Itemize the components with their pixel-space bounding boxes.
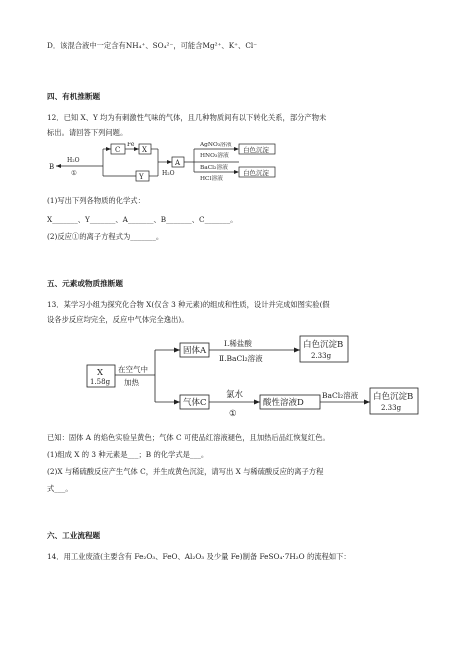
diagram-h2o-left: H₂O: [67, 157, 80, 164]
diagram-c: C: [115, 146, 121, 154]
exp-ppt-bottom-mass: 2.33g: [381, 404, 402, 412]
q13-stem-line1: 13．某学习小组为探究化合物 X(仅含 3 种元素)的组成和性质，设计并完成如图实验(假: [47, 300, 330, 309]
q12-sub1: (1)写出下列各物质的化学式：: [47, 196, 145, 205]
diagram-white-ppt-1: 白色沉淀: [243, 146, 269, 154]
section-4-heading: 四、有机推断题: [47, 92, 101, 101]
section-6-heading: 六、工业流程题: [47, 531, 101, 540]
diagram-b: B: [49, 163, 55, 171]
q13-sub1: (1)组成 X 的 3 种元素是___；B 的化学式是___。: [47, 450, 209, 459]
q12-sub2: (2)反应①的离子方程式为_______。: [47, 232, 164, 241]
exp-chlorine-water: 氯水: [226, 390, 244, 400]
diagram-x: X: [142, 146, 147, 154]
diagram-y: Y: [139, 173, 144, 181]
exp-solid-a: 固体A: [183, 346, 207, 356]
exp-step-i: Ⅰ.稀盐酸: [224, 339, 252, 348]
q13-experiment-diagram: [0, 330, 474, 426]
q13-sub2-line1: (2)X 与稀硫酸反应产生气体 C，并生成黄色沉淀，请写出 X 与稀硫酸反应的离子方程: [47, 467, 324, 476]
q12-stem-line1: 12．已知 X、Y 均为有刺激性气味的气体，且几种物质间有以下转化关系，部分产物未: [47, 113, 327, 122]
exp-acid-d: 酸性溶液D: [263, 398, 304, 408]
option-d: D．该混合液中一定含有NH₄⁺、SO₄²⁻，可能含Mg²⁺、K⁺、Cl⁻: [47, 41, 258, 50]
diagram-bacl2: BaCl₂溶液: [200, 165, 228, 171]
exp-heat-line2: 加热: [124, 378, 139, 387]
exp-x-mass: 1.58g: [90, 378, 111, 386]
q13-sub2-line2: 式___。: [47, 484, 73, 493]
q13-stem-line2: 设各步反应均完全，反应中气体完全逸出)。: [47, 315, 189, 324]
q12-blanks: X_______、Y_______、A_______、B_______、C_______。: [47, 215, 238, 224]
q12-stem-line2: 标出。请回答下列问题。: [47, 128, 128, 137]
exp-ppt-top: 白色沉淀B: [303, 340, 344, 350]
diagram-agno3: AgNO₃溶液: [200, 142, 232, 148]
q12-conversion-diagram: [0, 142, 474, 192]
exp-ppt-top-mass: 2.33g: [311, 352, 332, 360]
exp-x-label: X: [97, 368, 104, 378]
diagram-circle-1: ①: [71, 169, 77, 177]
exp-heat-line1: 在空气中: [118, 365, 148, 374]
exp-gas-c: 气体C: [183, 398, 207, 408]
diagram-white-ppt-2: 白色沉淀: [243, 169, 269, 177]
diagram-fe: Fe: [127, 142, 135, 148]
section-5-heading: 五、元素或物质推断题: [47, 279, 123, 288]
exp-circle-1: ①: [229, 409, 237, 419]
diagram-h2o-mid: H₂O: [162, 170, 175, 177]
q14-stem: 14．用工业废渣(主要含有 Fe₂O₃、FeO、Al₂O₃ 及少量 Fe)制备 FeSO₄·7H₂O 的流程如下：: [47, 552, 351, 561]
exp-step-ii: Ⅱ.BaCl₂溶液: [219, 354, 263, 363]
exp-ppt-bottom: 白色沉淀B: [373, 392, 414, 402]
exp-bacl2-soln: BaCl₂溶液: [322, 391, 359, 400]
diagram-hcl: HCl溶液: [200, 176, 223, 182]
diagram-a: A: [175, 159, 181, 167]
q13-known: 已知：固体 A 的焰色实验呈黄色；气体 C 可使品红溶液褪色，且加热后品红恢复红色。: [47, 433, 330, 442]
diagram-hno3: HNO₃溶液: [200, 153, 229, 159]
